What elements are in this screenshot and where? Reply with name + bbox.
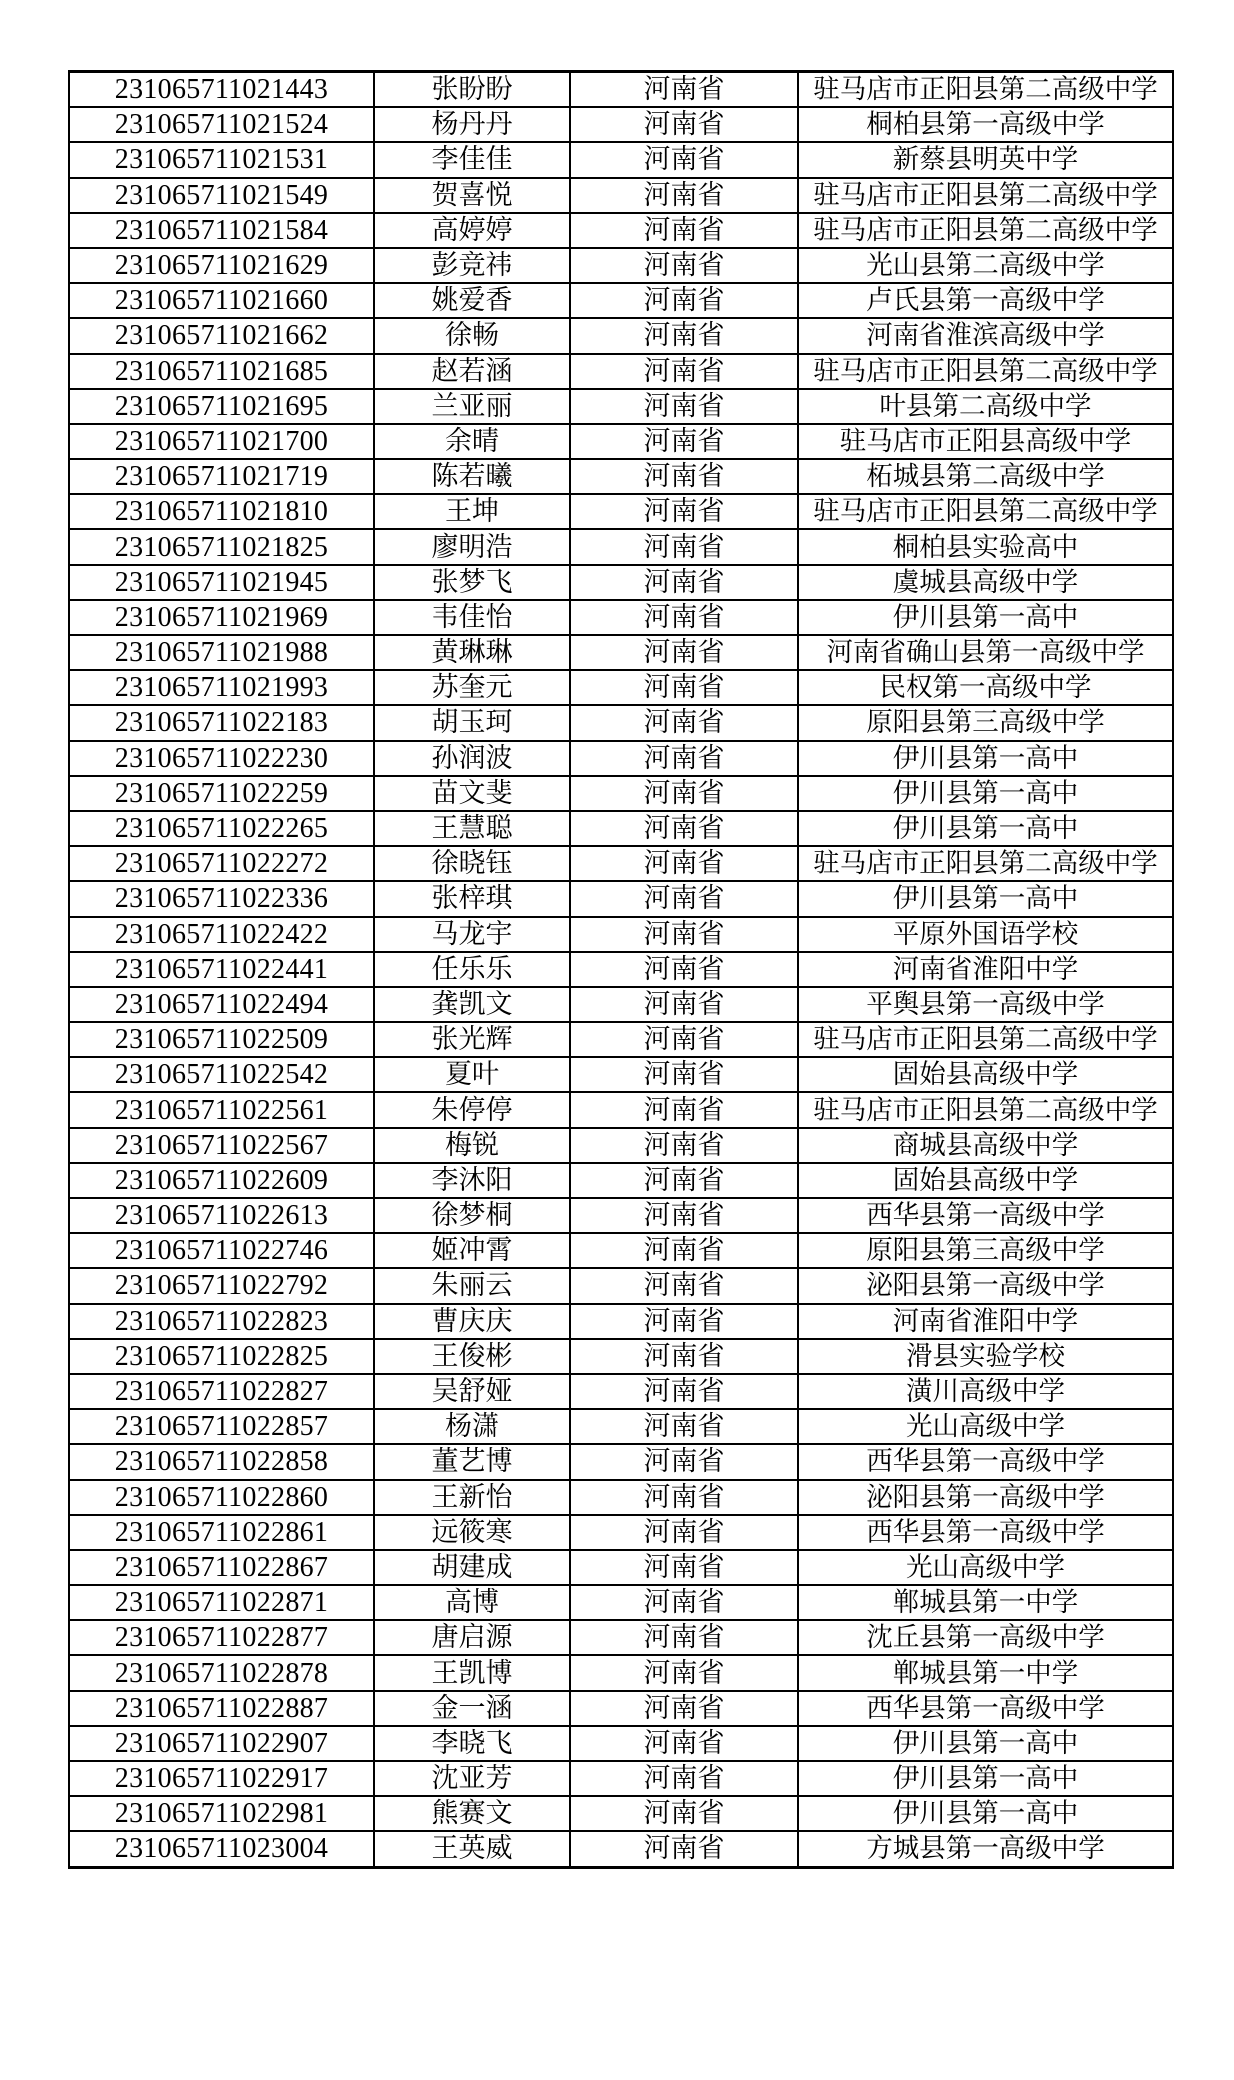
- table-row: [69, 1655, 1173, 1690]
- province-cell: 河南省: [570, 1339, 798, 1374]
- exam-id-cell: 231065711022230: [69, 741, 374, 776]
- exam-id-cell: 231065711022336: [69, 881, 374, 916]
- school-cell: 西华县第一高级中学: [798, 1691, 1173, 1726]
- table-row: [69, 1233, 1173, 1268]
- name-cell: 韦佳怡: [374, 600, 570, 635]
- table-row: [69, 1409, 1173, 1444]
- exam-id-cell: 231065711022561: [69, 1092, 374, 1127]
- province-cell: 河南省: [570, 1444, 798, 1479]
- name-cell: 胡建成: [374, 1550, 570, 1585]
- school-cell: 固始县高级中学: [798, 1057, 1173, 1092]
- name-cell: 任乐乐: [374, 952, 570, 987]
- table-row: [69, 776, 1173, 811]
- province-cell: 河南省: [570, 705, 798, 740]
- province-cell: 河南省: [570, 1304, 798, 1339]
- exam-id-cell: 231065711022265: [69, 811, 374, 846]
- name-cell: 姬冲霄: [374, 1233, 570, 1268]
- school-cell: 新蔡县明英中学: [798, 142, 1173, 177]
- name-cell: 贺喜悦: [374, 178, 570, 213]
- school-cell: 商城县高级中学: [798, 1128, 1173, 1163]
- school-cell: 驻马店市正阳县第二高级中学: [798, 1022, 1173, 1057]
- province-cell: 河南省: [570, 354, 798, 389]
- exam-id-cell: 231065711022792: [69, 1268, 374, 1303]
- school-cell: 郸城县第一中学: [798, 1655, 1173, 1690]
- table-row: [69, 600, 1173, 635]
- table-row: [69, 1374, 1173, 1409]
- exam-id-cell: 231065711022259: [69, 776, 374, 811]
- table-row: [69, 846, 1173, 881]
- table-row: [69, 1198, 1173, 1233]
- table-row: [69, 1585, 1173, 1620]
- school-cell: 伊川县第一高中: [798, 1761, 1173, 1796]
- school-cell: 桐柏县第一高级中学: [798, 107, 1173, 142]
- province-cell: 河南省: [570, 494, 798, 529]
- table-row: [69, 1726, 1173, 1761]
- name-cell: 夏叶: [374, 1057, 570, 1092]
- exam-id-cell: 231065711022746: [69, 1233, 374, 1268]
- school-cell: 西华县第一高级中学: [798, 1515, 1173, 1550]
- school-cell: 伊川县第一高中: [798, 600, 1173, 635]
- school-cell: 驻马店市正阳县第二高级中学: [798, 72, 1173, 108]
- name-cell: 陈若曦: [374, 459, 570, 494]
- province-cell: 河南省: [570, 213, 798, 248]
- school-cell: 伊川县第一高中: [798, 1726, 1173, 1761]
- exam-id-cell: 231065711022858: [69, 1444, 374, 1479]
- province-cell: 河南省: [570, 1480, 798, 1515]
- table-row: [69, 917, 1173, 952]
- school-cell: 驻马店市正阳县第二高级中学: [798, 494, 1173, 529]
- name-cell: 朱停停: [374, 1092, 570, 1127]
- exam-id-cell: 231065711022509: [69, 1022, 374, 1057]
- student-list-table-container: [68, 70, 1172, 1869]
- name-cell: 王慧聪: [374, 811, 570, 846]
- school-cell: 卢氏县第一高级中学: [798, 283, 1173, 318]
- school-cell: 滑县实验学校: [798, 1339, 1173, 1374]
- exam-id-cell: 231065711021945: [69, 565, 374, 600]
- exam-id-cell: 231065711022183: [69, 705, 374, 740]
- province-cell: 河南省: [570, 1831, 798, 1867]
- school-cell: 虞城县高级中学: [798, 565, 1173, 600]
- school-cell: 河南省确山县第一高级中学: [798, 635, 1173, 670]
- exam-id-cell: 231065711022823: [69, 1304, 374, 1339]
- school-cell: 平舆县第一高级中学: [798, 987, 1173, 1022]
- school-cell: 方城县第一高级中学: [798, 1831, 1173, 1867]
- table-row: [69, 1515, 1173, 1550]
- school-cell: 桐柏县实验高中: [798, 529, 1173, 564]
- table-row: [69, 459, 1173, 494]
- name-cell: 唐启源: [374, 1620, 570, 1655]
- table-row: [69, 389, 1173, 424]
- name-cell: 孙润波: [374, 741, 570, 776]
- province-cell: 河南省: [570, 1515, 798, 1550]
- table-row: [69, 1057, 1173, 1092]
- province-cell: 河南省: [570, 248, 798, 283]
- exam-id-cell: 231065711022567: [69, 1128, 374, 1163]
- exam-id-cell: 231065711022857: [69, 1409, 374, 1444]
- province-cell: 河南省: [570, 424, 798, 459]
- school-cell: 沈丘县第一高级中学: [798, 1620, 1173, 1655]
- name-cell: 曹庆庆: [374, 1304, 570, 1339]
- name-cell: 梅锐: [374, 1128, 570, 1163]
- exam-id-cell: 231065711021685: [69, 354, 374, 389]
- school-cell: 河南省淮滨高级中学: [798, 318, 1173, 353]
- table-row: [69, 1092, 1173, 1127]
- province-cell: 河南省: [570, 1620, 798, 1655]
- province-cell: 河南省: [570, 1691, 798, 1726]
- exam-id-cell: 231065711022907: [69, 1726, 374, 1761]
- exam-id-cell: 231065711022981: [69, 1796, 374, 1831]
- name-cell: 李晓飞: [374, 1726, 570, 1761]
- table-row: [69, 1022, 1173, 1057]
- table-body: [69, 72, 1173, 1868]
- exam-id-cell: 231065711021443: [69, 72, 374, 108]
- province-cell: 河南省: [570, 741, 798, 776]
- province-cell: 河南省: [570, 776, 798, 811]
- table-row: [69, 952, 1173, 987]
- table-row: [69, 529, 1173, 564]
- province-cell: 河南省: [570, 635, 798, 670]
- name-cell: 马龙宇: [374, 917, 570, 952]
- name-cell: 胡玉珂: [374, 705, 570, 740]
- name-cell: 王坤: [374, 494, 570, 529]
- province-cell: 河南省: [570, 283, 798, 318]
- school-cell: 西华县第一高级中学: [798, 1198, 1173, 1233]
- province-cell: 河南省: [570, 917, 798, 952]
- province-cell: 河南省: [570, 1585, 798, 1620]
- name-cell: 苏奎元: [374, 670, 570, 705]
- school-cell: 驻马店市正阳县第二高级中学: [798, 354, 1173, 389]
- school-cell: 泌阳县第一高级中学: [798, 1268, 1173, 1303]
- exam-id-cell: 231065711022441: [69, 952, 374, 987]
- name-cell: 徐晓钰: [374, 846, 570, 881]
- table-row: [69, 318, 1173, 353]
- province-cell: 河南省: [570, 1655, 798, 1690]
- school-cell: 柘城县第二高级中学: [798, 459, 1173, 494]
- school-cell: 河南省淮阳中学: [798, 952, 1173, 987]
- exam-id-cell: 231065711022609: [69, 1163, 374, 1198]
- exam-id-cell: 231065711023004: [69, 1831, 374, 1867]
- name-cell: 杨丹丹: [374, 107, 570, 142]
- exam-id-cell: 231065711021969: [69, 600, 374, 635]
- table-row: [69, 881, 1173, 916]
- table-row: [69, 178, 1173, 213]
- school-cell: 驻马店市正阳县第二高级中学: [798, 213, 1173, 248]
- province-cell: 河南省: [570, 1726, 798, 1761]
- name-cell: 张盼盼: [374, 72, 570, 108]
- school-cell: 平原外国语学校: [798, 917, 1173, 952]
- school-cell: 伊川县第一高中: [798, 741, 1173, 776]
- school-cell: 光山高级中学: [798, 1550, 1173, 1585]
- school-cell: 驻马店市正阳县第二高级中学: [798, 1092, 1173, 1127]
- province-cell: 河南省: [570, 670, 798, 705]
- name-cell: 王俊彬: [374, 1339, 570, 1374]
- school-cell: 驻马店市正阳县高级中学: [798, 424, 1173, 459]
- province-cell: 河南省: [570, 1233, 798, 1268]
- province-cell: 河南省: [570, 1022, 798, 1057]
- name-cell: 姚爱香: [374, 283, 570, 318]
- province-cell: 河南省: [570, 1268, 798, 1303]
- name-cell: 黄琳琳: [374, 635, 570, 670]
- exam-id-cell: 231065711021660: [69, 283, 374, 318]
- school-cell: 固始县高级中学: [798, 1163, 1173, 1198]
- table-row: [69, 1480, 1173, 1515]
- name-cell: 沈亚芳: [374, 1761, 570, 1796]
- table-row: [69, 1304, 1173, 1339]
- province-cell: 河南省: [570, 459, 798, 494]
- school-cell: 潢川高级中学: [798, 1374, 1173, 1409]
- school-cell: 伊川县第一高中: [798, 776, 1173, 811]
- name-cell: 彭竞祎: [374, 248, 570, 283]
- province-cell: 河南省: [570, 1550, 798, 1585]
- name-cell: 徐梦桐: [374, 1198, 570, 1233]
- exam-id-cell: 231065711021524: [69, 107, 374, 142]
- table-row: [69, 1620, 1173, 1655]
- table-row: [69, 670, 1173, 705]
- table-row: [69, 741, 1173, 776]
- table-row: [69, 354, 1173, 389]
- name-cell: 朱丽云: [374, 1268, 570, 1303]
- table-row: [69, 1691, 1173, 1726]
- table-row: [69, 1339, 1173, 1374]
- table-row: [69, 811, 1173, 846]
- exam-id-cell: 231065711022825: [69, 1339, 374, 1374]
- name-cell: 余晴: [374, 424, 570, 459]
- exam-id-cell: 231065711022867: [69, 1550, 374, 1585]
- province-cell: 河南省: [570, 107, 798, 142]
- school-cell: 叶县第二高级中学: [798, 389, 1173, 424]
- exam-id-cell: 231065711021662: [69, 318, 374, 353]
- name-cell: 廖明浩: [374, 529, 570, 564]
- exam-id-cell: 231065711022878: [69, 1655, 374, 1690]
- province-cell: 河南省: [570, 389, 798, 424]
- exam-id-cell: 231065711022871: [69, 1585, 374, 1620]
- province-cell: 河南省: [570, 1409, 798, 1444]
- table-row: [69, 1268, 1173, 1303]
- name-cell: 王新怡: [374, 1480, 570, 1515]
- table-row: [69, 213, 1173, 248]
- exam-id-cell: 231065711021825: [69, 529, 374, 564]
- table-row: [69, 1761, 1173, 1796]
- province-cell: 河南省: [570, 1057, 798, 1092]
- school-cell: 原阳县第三高级中学: [798, 705, 1173, 740]
- student-list-table: [68, 70, 1174, 1869]
- province-cell: 河南省: [570, 881, 798, 916]
- school-cell: 泌阳县第一高级中学: [798, 1480, 1173, 1515]
- name-cell: 张光辉: [374, 1022, 570, 1057]
- exam-id-cell: 231065711021988: [69, 635, 374, 670]
- school-cell: 驻马店市正阳县第二高级中学: [798, 846, 1173, 881]
- province-cell: 河南省: [570, 1374, 798, 1409]
- exam-id-cell: 231065711022861: [69, 1515, 374, 1550]
- name-cell: 吴舒娅: [374, 1374, 570, 1409]
- name-cell: 张梦飞: [374, 565, 570, 600]
- name-cell: 龚凯文: [374, 987, 570, 1022]
- exam-id-cell: 231065711022887: [69, 1691, 374, 1726]
- school-cell: 驻马店市正阳县第二高级中学: [798, 178, 1173, 213]
- name-cell: 远筱寒: [374, 1515, 570, 1550]
- province-cell: 河南省: [570, 565, 798, 600]
- table-row: [69, 283, 1173, 318]
- school-cell: 民权第一高级中学: [798, 670, 1173, 705]
- exam-id-cell: 231065711022272: [69, 846, 374, 881]
- table-row: [69, 72, 1173, 108]
- exam-id-cell: 231065711022877: [69, 1620, 374, 1655]
- name-cell: 赵若涵: [374, 354, 570, 389]
- table-row: [69, 987, 1173, 1022]
- exam-id-cell: 231065711021549: [69, 178, 374, 213]
- school-cell: 伊川县第一高中: [798, 1796, 1173, 1831]
- exam-id-cell: 231065711022542: [69, 1057, 374, 1092]
- school-cell: 光山县第二高级中学: [798, 248, 1173, 283]
- school-cell: 河南省淮阳中学: [798, 1304, 1173, 1339]
- exam-id-cell: 231065711021584: [69, 213, 374, 248]
- school-cell: 伊川县第一高中: [798, 811, 1173, 846]
- province-cell: 河南省: [570, 142, 798, 177]
- exam-id-cell: 231065711021810: [69, 494, 374, 529]
- province-cell: 河南省: [570, 1092, 798, 1127]
- name-cell: 董艺博: [374, 1444, 570, 1479]
- name-cell: 高博: [374, 1585, 570, 1620]
- school-cell: 西华县第一高级中学: [798, 1444, 1173, 1479]
- name-cell: 杨潇: [374, 1409, 570, 1444]
- school-cell: 原阳县第三高级中学: [798, 1233, 1173, 1268]
- province-cell: 河南省: [570, 72, 798, 108]
- name-cell: 李沐阳: [374, 1163, 570, 1198]
- name-cell: 熊赛文: [374, 1796, 570, 1831]
- exam-id-cell: 231065711021719: [69, 459, 374, 494]
- table-row: [69, 705, 1173, 740]
- table-row: [69, 494, 1173, 529]
- table-row: [69, 248, 1173, 283]
- exam-id-cell: 231065711022917: [69, 1761, 374, 1796]
- province-cell: 河南省: [570, 178, 798, 213]
- exam-id-cell: 231065711021700: [69, 424, 374, 459]
- school-cell: 光山高级中学: [798, 1409, 1173, 1444]
- exam-id-cell: 231065711022827: [69, 1374, 374, 1409]
- name-cell: 王英威: [374, 1831, 570, 1867]
- province-cell: 河南省: [570, 1198, 798, 1233]
- name-cell: 徐畅: [374, 318, 570, 353]
- table-row: [69, 142, 1173, 177]
- exam-id-cell: 231065711021695: [69, 389, 374, 424]
- name-cell: 苗文斐: [374, 776, 570, 811]
- exam-id-cell: 231065711022613: [69, 1198, 374, 1233]
- school-cell: 伊川县第一高中: [798, 881, 1173, 916]
- province-cell: 河南省: [570, 987, 798, 1022]
- table-row: [69, 635, 1173, 670]
- province-cell: 河南省: [570, 1796, 798, 1831]
- exam-id-cell: 231065711021993: [69, 670, 374, 705]
- table-row: [69, 424, 1173, 459]
- table-row: [69, 107, 1173, 142]
- table-row: [69, 1831, 1173, 1867]
- exam-id-cell: 231065711022422: [69, 917, 374, 952]
- province-cell: 河南省: [570, 600, 798, 635]
- table-row: [69, 1444, 1173, 1479]
- exam-id-cell: 231065711022494: [69, 987, 374, 1022]
- name-cell: 高婷婷: [374, 213, 570, 248]
- name-cell: 兰亚丽: [374, 389, 570, 424]
- exam-id-cell: 231065711021531: [69, 142, 374, 177]
- province-cell: 河南省: [570, 318, 798, 353]
- name-cell: 金一涵: [374, 1691, 570, 1726]
- table-row: [69, 1796, 1173, 1831]
- province-cell: 河南省: [570, 529, 798, 564]
- exam-id-cell: 231065711021629: [69, 248, 374, 283]
- school-cell: 郸城县第一中学: [798, 1585, 1173, 1620]
- province-cell: 河南省: [570, 846, 798, 881]
- province-cell: 河南省: [570, 1761, 798, 1796]
- name-cell: 张梓琪: [374, 881, 570, 916]
- province-cell: 河南省: [570, 1128, 798, 1163]
- table-row: [69, 1550, 1173, 1585]
- exam-id-cell: 231065711022860: [69, 1480, 374, 1515]
- table-row: [69, 1163, 1173, 1198]
- province-cell: 河南省: [570, 952, 798, 987]
- table-row: [69, 1128, 1173, 1163]
- name-cell: 王凯博: [374, 1655, 570, 1690]
- table-row: [69, 565, 1173, 600]
- province-cell: 河南省: [570, 811, 798, 846]
- province-cell: 河南省: [570, 1163, 798, 1198]
- name-cell: 李佳佳: [374, 142, 570, 177]
